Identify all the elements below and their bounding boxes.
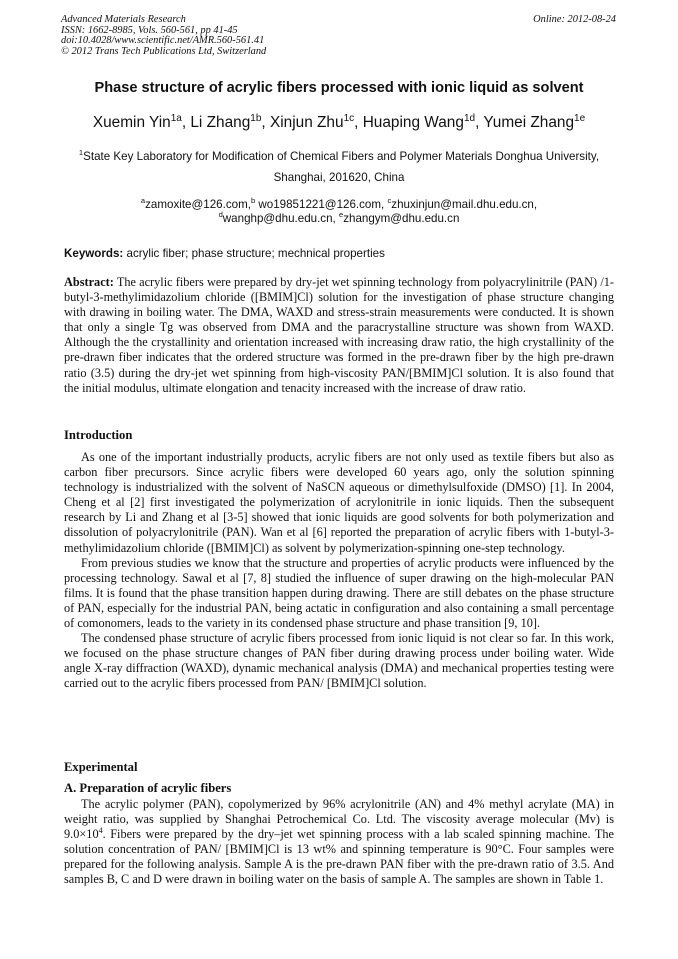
abstract-text: The acrylic fibers were prepared by dry-jet wet spinning technology from polyacrylinitrile (PAN) /1-butyl-3-methylimidazolium chloride ([BMIM]Cl) solution for the investigation of phase structure changing with drawing in boiling water. The DMA, WAXD and stress-strain measurements were conducted. It is shown that only a single Tg was observed from DMA and the paracrystalline structure was shown from WAXD. Although the the crystallinity and orientation increased with increasing draw ratio, the high crystallinity of the pre-drawn fiber indicates that the ordered structure was formed in the pre-drawn fiber by the high pre-drawn ratio (3.5) during the dry-jet wet spinning from high-viscosity PAN/[BMIM]Cl solution. It is also found that the initial modulus, ultimate elongation and tenacity increased with the increase of draw ratio. bbox=[64, 275, 614, 395]
exponent: 4 bbox=[98, 826, 103, 836]
email-sup: c bbox=[387, 196, 392, 206]
email-sup: a bbox=[140, 196, 146, 206]
email-sup: e bbox=[339, 210, 344, 220]
affiliation-text: State Key Laboratory for Modification of Chemical Fibers and Polymer Materials Donghua University, Shanghai, 201620, China bbox=[83, 150, 600, 184]
author-name: Xuemin Yin bbox=[92, 114, 171, 131]
affiliation bbox=[70, 146, 608, 188]
paper-title: Phase structure of acrylic fibers processed with ionic liquid as solvent bbox=[94, 80, 584, 96]
experimental-body bbox=[64, 797, 614, 888]
author-name: Li Zhang bbox=[190, 114, 251, 131]
author-affil-sup: 1b bbox=[250, 112, 262, 124]
affiliation-sup: 1 bbox=[78, 148, 84, 158]
introduction-body bbox=[64, 450, 614, 692]
email-link[interactable]: zhangym@dhu.edu.cn bbox=[343, 212, 460, 225]
author-name: Xinjun Zhu bbox=[269, 114, 344, 131]
keywords-label: Keywords: bbox=[64, 247, 124, 260]
author-sep: , bbox=[181, 114, 191, 131]
paragraph-text: . Fibers were prepared by the dry–jet wet spinning process with a lab scaled spinning machine. The solution concentration of PAN/ [BMIM]Cl is 13 wt% and spinning temperature is 90°C. Four samples were prepared for the following analysis. Sample A is the pre-drawn PAN fiber with the pre-drawn ratio of 3.5. And samples B, C and D were drawn in boiling water on the basis of sample A. The samples are shown in Table 1. bbox=[64, 827, 614, 887]
keywords bbox=[64, 247, 385, 260]
abstract-label: Abstract: bbox=[64, 275, 114, 289]
author-list bbox=[30, 114, 648, 132]
paragraph-text: The acrylic polymer (PAN), copolymerized by 96% acrylonitrile (AN) and 4% methyl acrylate (MA) in weight ratio, was supplied by Shanghai Petrochemical Co. Ltd. The viscosity average molecular (Mv) is 9.0×10 bbox=[64, 797, 614, 842]
author-affil-sup: 1e bbox=[574, 112, 586, 124]
author-affil-sup: 1a bbox=[170, 112, 182, 124]
keywords-text: acrylic fiber; phase structure; mechnical properties bbox=[123, 247, 385, 260]
author-sep: , bbox=[475, 114, 484, 131]
paragraph bbox=[64, 797, 614, 888]
issn-line: ISSN: 1662-8985, Vols. 560-561, pp 41-45 bbox=[61, 24, 238, 36]
paragraph: From previous studies we know that the structure and properties of acrylic products were influenced by the processing technology. Sawal et al [7, 8] studied the influence of super drawing on the high-molecular PAN films. It is found that the phase transition happen during drawing. There are still debates on the phase structure of PAN, especially for the industrial PAN, being actatic in configuration and also containing a small percentage of comonomers, leads to the variety in its condensed phase structure and phase transition [9, 10]. bbox=[64, 555, 614, 631]
paragraph: The condensed phase structure of acrylic fibers processed from ionic liquid is not clear so far. In this work, we focused on the phase structure changes of PAN fiber during drawing process under boiling water. Wide angle X-ray diffraction (WAXD), dynamic mechanical analysis (DMA) and mechanical properties testing were carried out to the acrylic fibers processed from PAN/ [BMIM]Cl solution. bbox=[64, 631, 614, 691]
doi-line: doi:10.4028/www.scientific.net/AMR.560-561.41 bbox=[61, 35, 265, 47]
author-name: Huaping Wang bbox=[362, 114, 464, 131]
journal-name: Advanced Materials Research bbox=[61, 14, 186, 25]
abstract bbox=[64, 275, 614, 396]
email-link[interactable]: zhuxinjun@mail.dhu.edu.cn, bbox=[391, 198, 538, 211]
online-date: Online: 2012-08-24 bbox=[533, 14, 616, 25]
email-sup: d bbox=[218, 210, 223, 220]
copyright-line: © 2012 Trans Tech Publications Ltd, Switzerland bbox=[61, 45, 267, 57]
introduction-heading: Introduction bbox=[64, 428, 133, 442]
experimental-subheading: A. Preparation of acrylic fibers bbox=[64, 781, 232, 795]
paragraph: As one of the important industrially products, acrylic fibers are not only used as textile fibers but also as carbon fiber precursors. Since acrylic fibers were developed 60 years ago, only the solution spinning technology is industrialized with the solvent of NaSCN aqueous or dimethylsulfoxide (DMSO) [1]. In 2004, Cheng et al [2] first investigated the polymerization of acrylonitrile in ionic liquids. Then the subsequent research by Li and Zhang et al [3-5] showed that ionic liquids are good solvents for both polymerization and dissolution of polyacrylonitrile (PAN). Wan et al [6] reported the preparation of acrylic fibers with 1-butyl-3-methylimidazolium chloride ([BMIM]Cl) as solvent by polymerization-spinning one-step technology. bbox=[64, 450, 614, 555]
email-link[interactable]: wanghp@dhu.edu.cn, bbox=[222, 212, 339, 225]
experimental-heading: Experimental bbox=[64, 760, 138, 774]
email-link[interactable]: zamoxite@126.com, bbox=[145, 198, 251, 211]
author-sep: , bbox=[261, 114, 270, 131]
author-emails bbox=[70, 198, 608, 226]
author-affil-sup: 1d bbox=[463, 112, 476, 124]
email-sup: b bbox=[250, 196, 256, 206]
author-affil-sup: 1c bbox=[343, 112, 355, 124]
author-sep: , bbox=[354, 114, 363, 131]
author-name: Yumei Zhang bbox=[483, 114, 575, 131]
email-link[interactable]: wo19851221@126.com, bbox=[255, 198, 385, 211]
journal-header bbox=[61, 15, 616, 57]
